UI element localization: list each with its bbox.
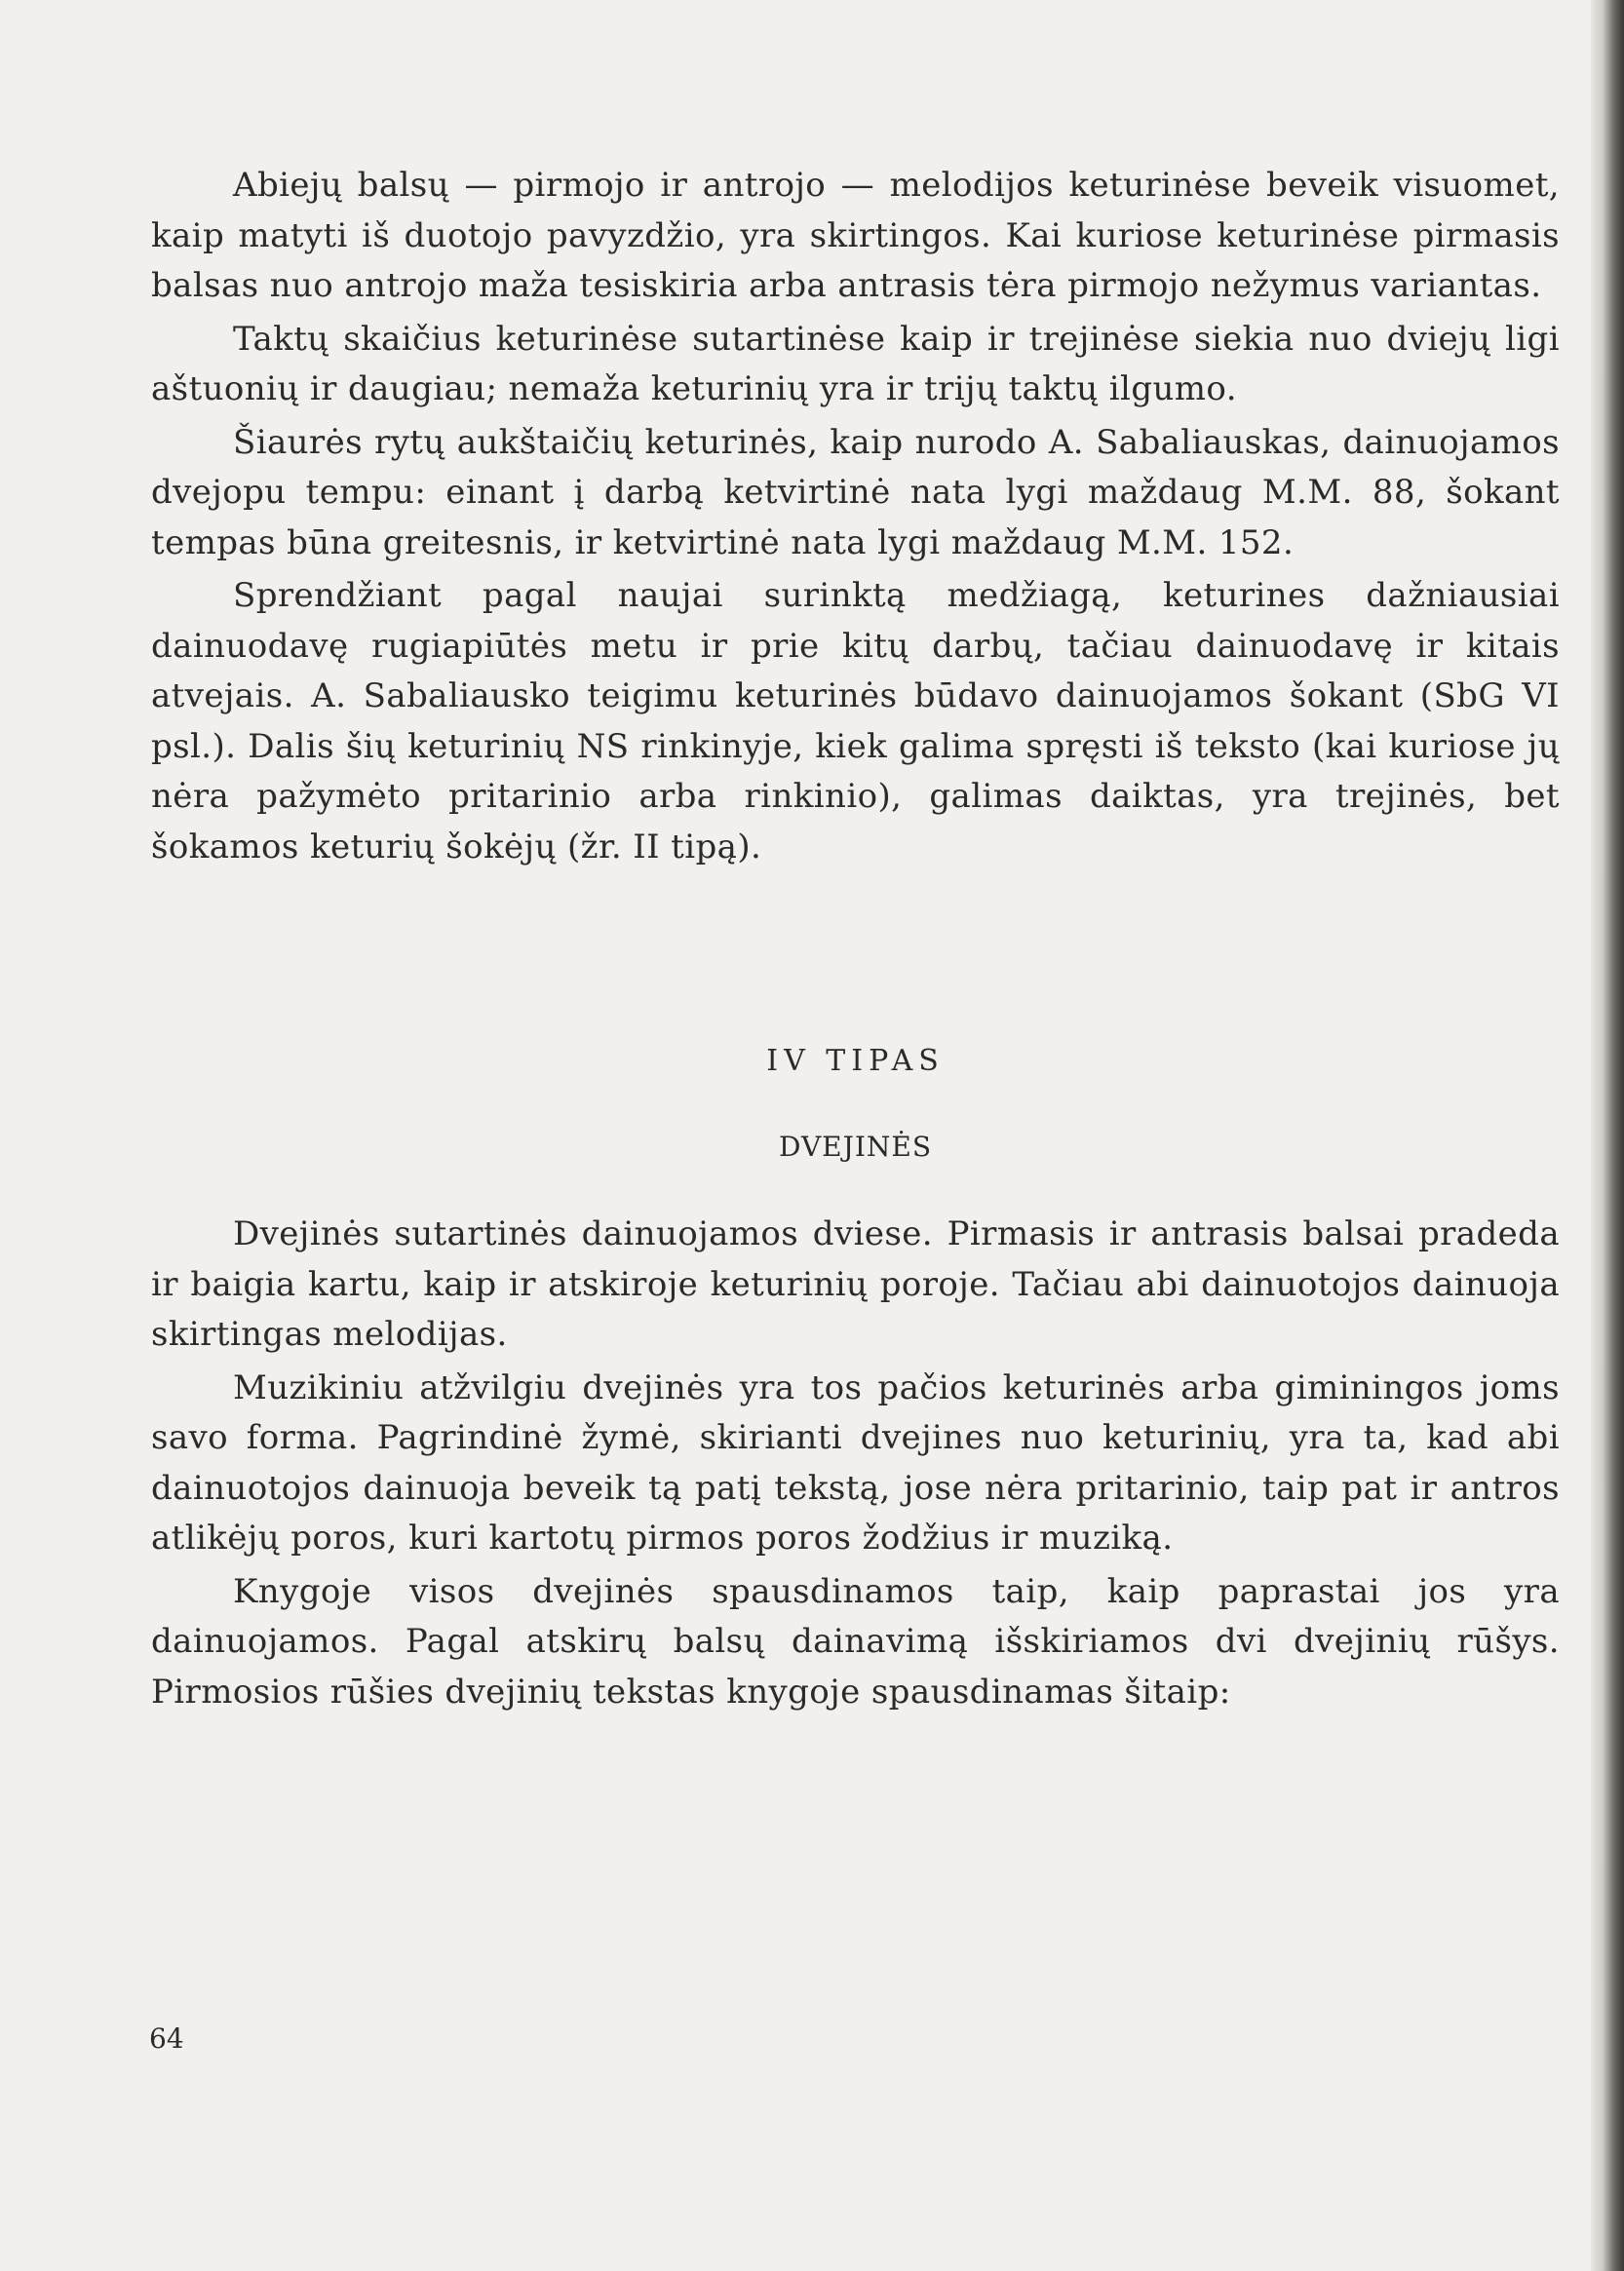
paragraph-tempo: Šiaurės rytų aukštaičių keturinės, kaip nurodo A. Sabaliauskas, dainuojamos dvejopu tempu: einant į darbą ketvirtinė nata lygi maždaug M.M. 88, šokant tempas būna greitesnis, ir ketvirtinė nata lygi maždaug M.M. 152. bbox=[151, 422, 1560, 562]
paragraph-dvejines-intro: Dvejinės sutartinės dainuojamos dviese. Pirmasis ir antrasis balsai pradeda ir baigia kartu, kaip ir atskiroje keturinių poroje. Tačiau abi dainuotojos dainuoja skirtingas melodijas. bbox=[151, 1214, 1560, 1354]
page-number: 64 bbox=[149, 2022, 184, 2055]
paragraph-measures: Taktų skaičius keturinėse sutartinėse kaip ir trejinėse siekia nuo dviejų ligi aštuonių ir daugiau; nemaža keturinių yra ir trijų taktų ilgumo. bbox=[151, 319, 1560, 408]
paragraph-occasions: Sprendžiant pagal naujai surinktą medžiagą, keturines dažniausiai dainuodavę rugiapiūtės metu ir prie kitų darbų, tačiau dainuodavę ir kitais atvejais. A. Sabaliausko teigimu keturinės būdavo dainuojamos šokant (SbG VI psl.). Dalis šių keturinių NS rinkinyje, kiek galima spręsti iš teksto (kai kuriose jų nėra pažymėto pritarinio arba rinkinio), galimas daiktas, yra trejinės, bet šokamos keturių šokėjų (žr. II tipą). bbox=[151, 576, 1560, 866]
section-subtitle: DVEJINĖS bbox=[778, 1131, 933, 1163]
page-content bbox=[151, 161, 1560, 1717]
paragraph-voices: Abiejų balsų — pirmojo ir antrojo — melodijos keturinėse beveik visuomet, kaip matyti iš duotojo pavyzdžio, yra skirtingos. Kai kuriose keturinėse pirmasis balsas nuo antrojo maža tesiskiria arba antrasis tėra pirmojo nežymus variantas. bbox=[151, 166, 1560, 305]
paragraph-dvejines-musical: Muzikiniu atžvilgiu dvejinės yra tos pačios keturinės arba giminingos joms savo forma. Pagrindinė žymė, skirianti dvejines nuo keturinių, yra ta, kad abi dainuotojos dainuoja beveik tą patį tekstą, jose nėra pritarinio, taip pat ir antros atlikėjų poros, kuri kartotų pirmos poros žodžius ir muziką. bbox=[151, 1367, 1560, 1558]
section-title: IV TIPAS bbox=[766, 1044, 945, 1078]
paragraph-dvejines-printing: Knygoje visos dvejinės spausdinamos taip, kaip paprastai jos yra dainuojamos. Pagal atskirų balsų dainavimą išskiriamos dvi dvejinių rūšys. Pirmosios rūšies dvejinių tekstas knygoje spausdinamas šitaip: bbox=[151, 1571, 1560, 1712]
page-binding-edge bbox=[1591, 0, 1624, 2271]
